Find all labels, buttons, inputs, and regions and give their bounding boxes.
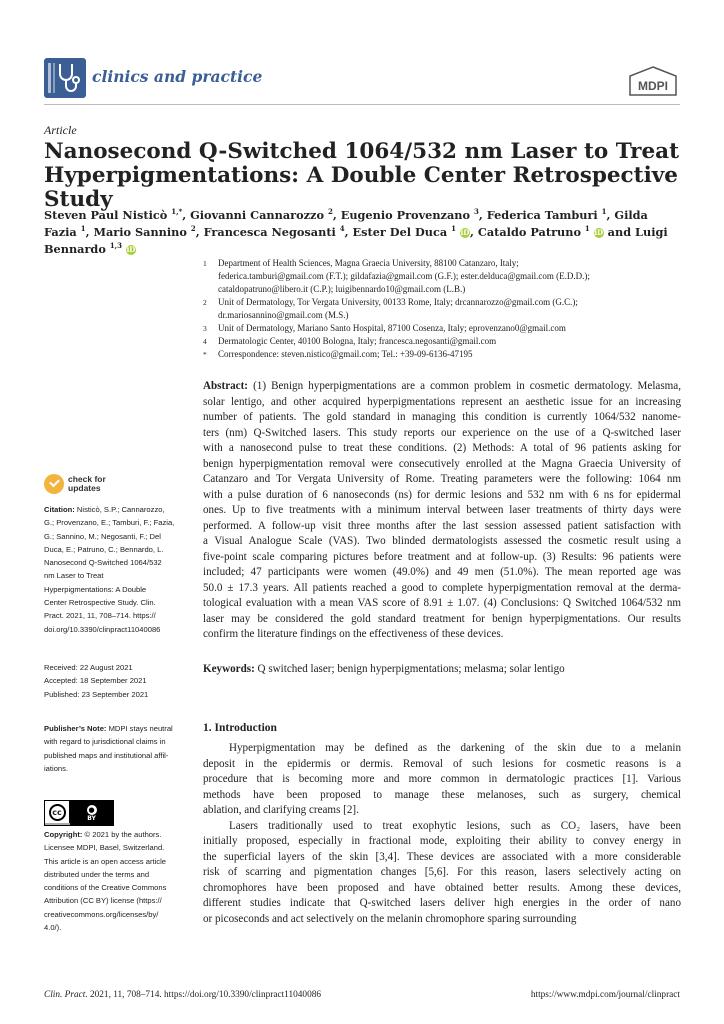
author-name: Francesca Negosanti [203,225,336,239]
abstract-line: benign hyperpigmentation removal were consecutively enrolled at the Magna Graecia University of [203,457,681,470]
abstract-line: confirm the literature findings on the effectiveness of these devices. [203,628,504,640]
citation-line: Pract. 2021, 11, 708–714. https:// [44,611,156,621]
copyright-line: creativecommons.org/licenses/by/ [44,909,159,919]
publishers-note [44,722,189,775]
text-line: risk of scarring and pigmentation changes [5,6]. For this reason, lasers selectively acting on [203,866,681,878]
affiliation [203,296,683,322]
citation-line: Citation: Nisticò, S.P.; Cannarozzo, [44,505,165,514]
journal-name[interactable]: clinics and practice [92,67,263,86]
affiliation-line: Unit of Dermatology, Mariano Santo Hospital, 87100 Cosenza, Italy; eprovenzano0@gmail.com [218,323,566,333]
paragraph [203,741,681,819]
journal-logo [44,58,86,98]
cc-by-license-badge[interactable] [44,800,114,826]
paragraph [203,819,681,928]
affiliation-line: Correspondence: steven.nistico@gmail.com; Tel.: +39-09-6136-47195 [218,349,473,359]
stethoscope-icon [44,58,86,98]
copyright-line: Attribution (CC BY) license (https:// [44,896,162,906]
affiliation [203,322,683,335]
publisher-logo[interactable] [628,66,678,96]
affiliation-number: * [203,350,207,359]
article-title: Nanosecond Q-Switched 1064/532 nm Laser to Treat Hyperpigmentations: A Double Center Retrospective Study [44,139,680,212]
author-name: Gilda Fazia [44,208,648,239]
citation-block [44,503,189,636]
affiliation [203,257,683,296]
affiliation-line: dr.mariosannino@gmail.com (M.S.) [218,310,349,320]
affiliation-line: Dermatologic Center, 40100 Bologna, Italy; francesca.negosanti@gmail.com [218,336,497,346]
affiliation-text [218,296,683,322]
author-name: Steven Paul Nisticò [44,208,168,222]
introduction-body [203,741,681,927]
note-line: iations. [44,763,69,773]
affiliation-number: 4 [203,337,207,346]
author-affiliation-mark: 1 [80,224,86,234]
affiliation-number: 1 [203,259,207,268]
publisher-name: MDPI [638,79,668,93]
author-list: Steven Paul Nisticò $^{1,*}$, Giovanni Cannarozzo $^2$, Eugenio Provenzano $^3$, Federica Tamburi $^1$, Gilda Fazia $^1$, Mario Sannino $^2$, Francesca Negosanti $^4$, Ester Del Duca $^1$ iD, Cataldo Patruno $^1$ iD and Luigi Bennardo $^{1,3}$ iD [44,207,668,256]
citation-line: G.; Provenzano, E.; Tamburi, F.; Fazia, [44,518,175,528]
text-line: methods have been proposed to manage these melanoses, such as surgery, chemical [203,788,681,801]
text-line: ablation, and clarifying creams [2]. [203,804,359,816]
author-affiliation-mark: 1 [451,224,457,234]
author-affiliation-mark: 4 [339,224,345,234]
abstract-line: Catanzaro and Tor Vergata University of Rome. Treating parameters were the following: 1064 nm [203,473,681,485]
abstract-line: Abstract: (1) Benign hyperpigmentations are a common problem in cosmetic dermatology. Melasma, [203,380,681,392]
author-affiliation-mark: 1 [601,207,607,217]
author-name: Luigi Bennardo [44,225,668,256]
author-affiliation-mark: 2 [190,224,196,234]
copyright-line: Licensee MDPI, Basel, Switzerland. [44,843,165,853]
affiliation-text [218,322,683,335]
cc-icon: cc [49,804,66,821]
author-affiliation-mark: 2 [327,207,333,217]
footer-citation [44,990,321,1000]
citation-label: Citation: [44,505,75,514]
copyright-line: distributed under the terms and [44,869,150,879]
author-name: Eugenio Provenzano [340,208,471,222]
affiliation-text [218,257,683,296]
citation-line: G.; Sannino, M.; Negosanti, F.; Del [44,531,161,541]
affiliation-text [218,335,683,348]
copyright-label: Copyright: [44,830,83,839]
affiliation-line: federica.tamburi@gmail.com (F.T.); gildafazia@gmail.com (G.F.); ester.delduca@gmail.com (E.D.D.); [218,271,590,281]
accepted-date: Accepted: 18 September 2021 [44,676,147,686]
author-name: Ester Del Duca [352,225,448,239]
text-line: Hyperpigmentation may be defined as the darkening of the skin due to a melanin [229,742,681,754]
person-icon: ● [88,805,95,814]
abstract-line: performed. A follow-up visit three months after the last session assessed patient satisfaction with [203,519,681,532]
check-for-updates-badge[interactable] [44,474,144,494]
citation-line: Hyperpigmentations: A Double [44,584,147,594]
author-affiliation-mark: 3 [473,207,479,217]
footer-details[interactable]: 2021, 11, 708–714. https://doi.org/10.3390/clinpract11040086 [89,990,322,1000]
abstract-line: laser may be considered the gold standard treatment for benign hyperpigmentations. Our results [203,612,681,625]
affiliation-text [218,348,683,361]
copyright-line: conditions of the Creative Commons [44,883,167,893]
by-label: BY [87,814,96,822]
citation-line: Center Retrospective Study. Clin. [44,598,156,608]
citation-line: nm Laser to Treat [44,571,104,581]
section-heading: 1. Introduction [203,722,277,734]
abstract-line: a Visual Analogue Scale (VAS). Two blinded dermatologists assessed the cosmetic result using a [203,535,681,547]
affiliation-line: Unit of Dermatology, Tor Vergata University, 00133 Rome, Italy; drcannarozzo@gmail.com (G.C.); [218,297,578,307]
abstract-line: 50.0 ± 17.3 years. All patients reached a good to complete hyperpigmentation removal at the derma- [203,581,681,594]
text-line: or picoseconds and act selectively on the melanin chromophore sparing surrounding [203,912,577,925]
article-type: Article [44,123,77,137]
keywords-label: Keywords: [203,663,255,675]
author-name: Mario Sannino [93,225,187,239]
published-date: Published: 23 September 2021 [44,689,149,699]
author-affiliation-mark: 1,* [171,207,183,217]
abstract-line: ters (nm) Q-Switched lasers. This study reports our experience on the use of a Q-switched laser [203,426,681,439]
abstract-line: included; 47 participants were women (49.0%) and 49 men (51.0%). The mean reported age was [203,566,681,578]
text-line: procedure that is becoming more and more common in dermatologic practices [1]. Various [203,773,681,785]
affiliation-number: 2 [203,298,207,307]
abstract-line: with a pulse duration of 6 nanoseconds (ns) for dermic lesions and 532 nm with 6 ns for epidermal [203,488,681,501]
note-line: with regard to jurisdictional claims in [44,737,166,747]
affiliation [203,348,683,361]
citation-line: doi.org/10.3390/clinpract11040086 [44,624,161,634]
check-icon [44,474,64,494]
abstract-line: ones. Up to five treatments with a minimum interval between laser treatments of thirty days were [203,504,681,516]
author-name: Federica Tamburi [486,208,598,222]
author-name: Giovanni Cannarozzo [190,208,325,222]
orcid-icon[interactable]: iD [594,228,604,237]
copyright-line: Copyright: © 2021 by the authors. [44,830,162,839]
dates-block [44,661,189,701]
text-line: Lasers traditionally used to treat exophytic lesions, such as CO₂ lasers, have been [229,819,681,832]
keywords-text: Q switched laser; benign hyperpigmentations; melasma; solar lentigo [257,663,565,675]
text-line: initially proposed, especially in fractional mode, exploiting their ability to convey energy in [203,835,681,847]
affiliation-number: 3 [203,324,207,333]
abstract-line: number of patients. The gold standard in managing this condition is currently 1064/532 nanome- [203,411,681,423]
text-line: the superficial layers of the skin [3,4]. These devices are associated with a more considerable [203,850,681,863]
abstract-line: solar lentigo, and other acquired hyperpigmentations represent an aesthetic issue for an increasing [203,395,681,408]
citation-line: Nanosecond Q-Switched 1064/532 [44,558,162,568]
affiliation [203,335,683,348]
updates-line2: updates [68,483,101,493]
copyright-line: 4.0/). [44,923,62,933]
received-date: Received: 22 August 2021 [44,663,133,672]
text-line: deposit in the epidermis or dermis. Removal of such lesions for cosmetic reasons is a [203,757,681,770]
keywords [203,662,681,678]
abstract-label: Abstract: [203,380,248,392]
header-divider [44,104,680,105]
orcid-icon[interactable]: iD [460,228,470,237]
author-affiliation-mark: 1 [584,224,590,234]
affiliations [203,257,683,361]
abstract-line: with a nanosecond pulse to treat these conditions. (2) Methods: A total of 96 patients asking for [203,442,681,454]
text-line: chromophores have been proposed and have obtained better results. Among these devices, [203,881,681,894]
abstract-line: five-point scale comparing pictures before treatment and at follow-up. (3) Results: 96 patients were [203,550,681,563]
copyright-block [44,828,189,934]
orcid-icon[interactable]: iD [126,245,136,254]
abstract-line: tological evaluation with a mean VAS score of 8.91 ± 1.07. (4) Conclusions: Q Switched 1064/532 nm [203,597,681,609]
citation-line: Duca, E.; Patruno, C.; Bennardo, L. [44,544,164,554]
author-name: Cataldo Patruno [477,225,581,239]
abstract [203,379,681,643]
copyright-line: This article is an open access article [44,856,166,866]
footer-journal-url[interactable]: https://www.mdpi.com/journal/clinpract [530,990,680,1000]
note-line: published maps and institutional affil- [44,750,169,760]
note-line: Publisher’s Note: MDPI stays neutral [44,724,173,733]
affiliation-line: Department of Health Sciences, Magna Graecia University, 88100 Catanzaro, Italy; [218,258,519,268]
affiliation-line: cataldopatruno@libero.it (C.P.); luigibennardo10@gmail.com (L.B.) [218,284,466,294]
updates-line1: check for [68,474,106,484]
footer-journal: Clin. Pract. [44,990,88,1000]
author-affiliation-mark: 1,3 [109,241,122,251]
text-line: different studies indicate that Q-switched lasers deliver high energies in the order of nano [203,897,681,909]
note-label: Publisher’s Note: [44,724,107,733]
